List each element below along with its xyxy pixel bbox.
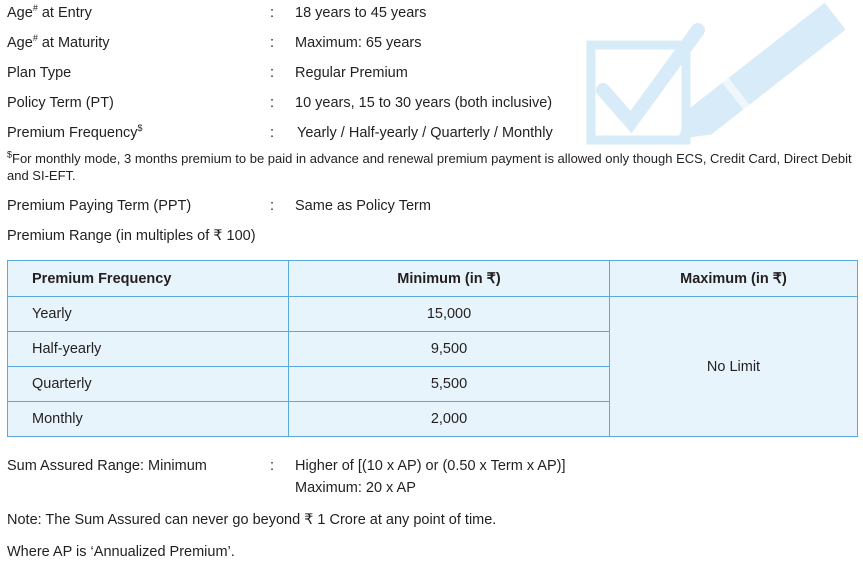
sum-assured-label: Sum Assured Range: Minimum	[7, 458, 207, 474]
minimum-cell: 5,500	[289, 367, 610, 402]
sum-assured-maximum-value: Maximum: 20 x AP	[295, 480, 416, 496]
annualized-premium-definition: Where AP is ‘Annualized Premium’.	[7, 544, 235, 560]
plan-type-label: Plan Type	[7, 65, 72, 81]
colon: :	[270, 35, 275, 51]
minimum-cell: 9,500	[289, 332, 610, 367]
colon: :	[270, 125, 275, 141]
checkbox-pencil-watermark	[573, 0, 863, 150]
sum-assured-minimum-value: Higher of [(10 x AP) or (0.50 x Term x AP)]	[295, 458, 566, 474]
colon: :	[270, 95, 275, 111]
premium-range-table	[7, 260, 858, 437]
policy-term-value: 10 years, 15 to 30 years (both inclusive)	[295, 95, 553, 111]
age-at-entry-value: 18 years to 45 years	[295, 5, 427, 21]
minimum-cell: 2,000	[289, 402, 610, 437]
ppt-label: Premium Paying Term (PPT)	[7, 198, 192, 214]
age-at-maturity-label: Age# at Maturity	[7, 33, 110, 51]
header-minimum: Minimum (in ₹)	[289, 261, 610, 297]
premium-frequency-label: Premium Frequency$	[7, 123, 143, 141]
frequency-cell: Half-yearly	[8, 332, 289, 367]
colon: :	[270, 5, 275, 21]
sum-assured-note: Note: The Sum Assured can never go beyond ₹ 1 Crore at any point of time.	[7, 512, 497, 528]
header-premium-frequency: Premium Frequency	[8, 261, 289, 297]
frequency-cell: Quarterly	[8, 367, 289, 402]
colon: :	[270, 65, 275, 81]
colon: :	[270, 458, 275, 474]
maximum-cell: No Limit	[610, 297, 858, 437]
minimum-cell: 15,000	[289, 297, 610, 332]
table-row	[8, 297, 858, 332]
footnote: $For monthly mode, 3 months premium to be paid in advance and renewal premium payment is allowed only though ECS, Credit Card, Direct Debit and SI-EFT.	[7, 149, 852, 183]
premium-range-label: Premium Range (in multiples of ₹ 100)	[7, 228, 256, 244]
colon: :	[270, 198, 275, 214]
premium-frequency-value: Yearly / Half-yearly / Quarterly / Monthly	[297, 125, 553, 141]
plan-type-value: Regular Premium	[295, 65, 408, 81]
age-at-maturity-value: Maximum: 65 years	[295, 35, 422, 51]
table-header-row	[8, 261, 858, 297]
ppt-value: Same as Policy Term	[295, 198, 431, 214]
age-at-entry-label: Age# at Entry	[7, 3, 92, 21]
frequency-cell: Monthly	[8, 402, 289, 437]
frequency-cell: Yearly	[8, 297, 289, 332]
header-maximum: Maximum (in ₹)	[610, 261, 858, 297]
policy-term-label: Policy Term (PT)	[7, 95, 114, 111]
